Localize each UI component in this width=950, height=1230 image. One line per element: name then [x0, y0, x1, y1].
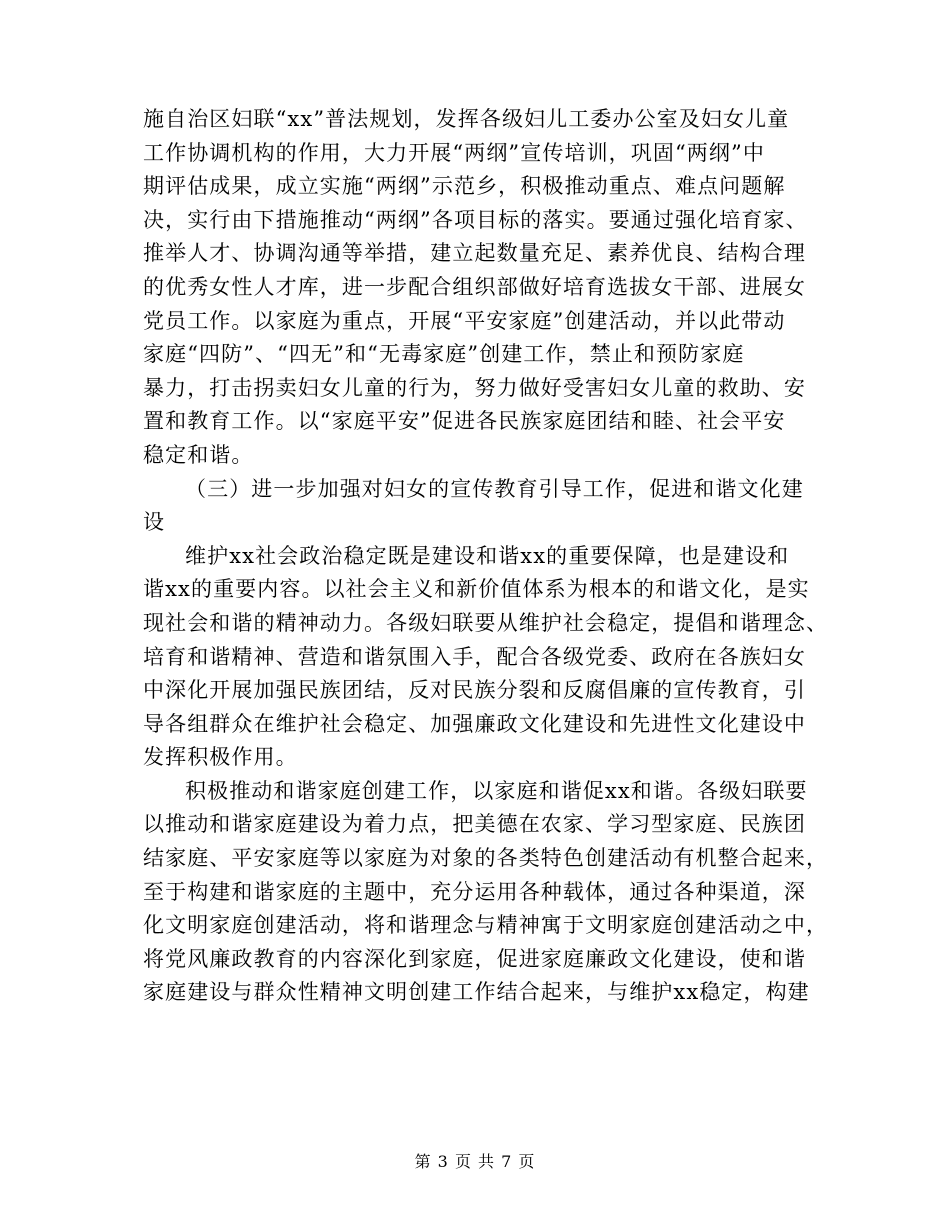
paragraph-line: 的优秀女性人才库，进一步配合组织部做好培育选拔女干部、进展女	[143, 274, 806, 299]
paragraph-line: 导各组群众在维护社会稳定、加强廉政文化建设和先进性文化建设中	[143, 711, 806, 736]
paragraph-line: 推举人才、协调沟通等举措，建立起数量充足、素养优良、结构合理	[143, 241, 806, 266]
paragraph-line: 暴力，打击拐卖妇女儿童的行为，努力做好受害妇女儿童的救助、安	[143, 375, 806, 400]
paragraph-line: 工作协调机构的作用，大力开展“两纲”宣传培训，巩固“两纲”中	[143, 140, 765, 165]
paragraph-line: 结家庭、平安家庭等以家庭为对象的各类特色创建活动有机整合起来，	[143, 846, 829, 871]
paragraph-line: 党员工作。以家庭为重点，开展“平安家庭”创建活动，并以此带动	[143, 308, 786, 333]
paragraph-line: 将党风廉政教育的内容深化到家庭，促进家庭廉政文化建设，使和谐	[143, 946, 806, 971]
paragraph-line: 稳定和谐。	[143, 442, 254, 467]
section-heading-continuation: 设	[143, 510, 166, 535]
page-number-footer: 第 3 页 共 7 页	[414, 1152, 536, 1171]
paragraph-line: 培育和谐精神、营造和谐氛围入手，配合各级党委、政府在各族妇女	[143, 644, 806, 669]
paragraph-line: 至于构建和谐家庭的主题中，充分运用各种载体，通过各种渠道，深	[143, 879, 806, 904]
paragraph-line: 维护xx社会政治稳定既是建设和谐xx的重要保障，也是建设和	[185, 543, 790, 568]
paragraph-line: 中深化开展加强民族团结，反对民族分裂和反腐倡廉的宣传教育，引	[143, 678, 806, 703]
paragraph-line: 现社会和谐的精神动力。各级妇联要从维护社会稳定，提倡和谐理念、	[143, 610, 829, 635]
paragraph-line: 置和教育工作。以“家庭平安”促进各民族家庭团结和睦、社会平安	[143, 409, 786, 434]
document-body	[143, 103, 829, 1010]
paragraph-line: 期评估成果，成立实施“两纲”示范乡，积极推动重点、难点问题解	[143, 174, 786, 199]
paragraph-line: 发挥积极作用。	[143, 745, 298, 770]
paragraph-line: 决，实行由下措施推动“两纲”各项目标的落实。要通过强化培育家、	[143, 207, 808, 232]
paragraph-line: 化文明家庭创建活动，将和谐理念与精神寓于文明家庭创建活动之中，	[143, 913, 829, 938]
paragraph-line: 家庭建设与群众性精神文明创建工作结合起来，与维护xx稳定，构建	[143, 980, 810, 1005]
paragraph-line: 谐xx的重要内容。以社会主义和新价值体系为根本的和谐文化，是实	[143, 577, 810, 602]
paragraph-line: 施自治区妇联“xx”普法规划，发挥各级妇儿工委办公室及妇女儿童	[143, 107, 790, 131]
paragraph-line: 家庭“四防”、“四无”和“无毒家庭”创建工作，禁止和预防家庭	[143, 342, 745, 367]
section-heading: （三）进一步加强对妇女的宣传教育引导工作，促进和谐文化建	[185, 476, 804, 501]
paragraph-line: 以推动和谐家庭建设为着力点，把美德在农家、学习型家庭、民族团	[143, 812, 806, 837]
paragraph-line: 积极推动和谐家庭创建工作，以家庭和谐促xx和谐。各级妇联要	[185, 778, 808, 803]
